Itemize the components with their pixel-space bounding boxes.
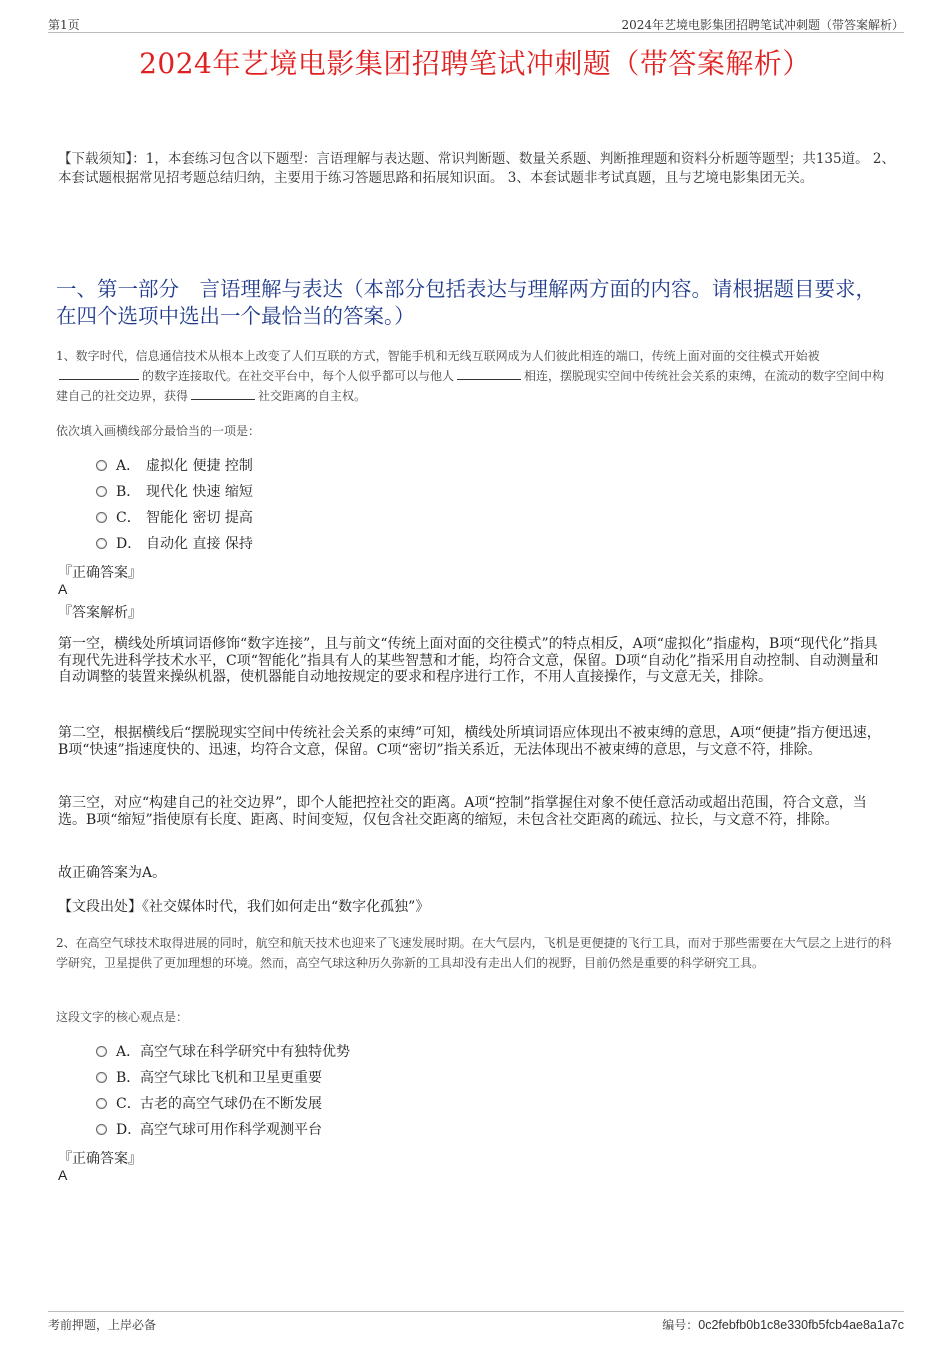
question-1-source: 【文段出处】《社交媒体时代，我们如何走出“数字化孤独”》 xyxy=(58,899,430,915)
question-1-option-a[interactable] xyxy=(96,452,253,478)
question-1-option-c[interactable] xyxy=(96,504,253,530)
explanation-conclusion: 故正确答案为A。 xyxy=(58,865,167,881)
question-2-prompt: 这段文字的核心观点是： xyxy=(56,1010,189,1024)
question-2-option-c[interactable] xyxy=(96,1090,350,1116)
option-text: 高空气球可用作科学观测平台 xyxy=(140,1122,322,1138)
question-1-text-part1: 1、数字时代，信息通信技术从根本上改变了人们互联的方式，智能手机和无线互联网成为人们彼此相连的端口，传统上面对面的交往模式开始被 xyxy=(56,349,820,363)
option-text: 古老的高空气球仍在不断发展 xyxy=(140,1096,322,1112)
radio-icon[interactable] xyxy=(96,512,107,523)
option-text: 现代化 快速 缩短 xyxy=(146,484,253,500)
question-1-prompt: 依次填入画横线部分最恰当的一项是： xyxy=(56,424,261,438)
question-2-option-b[interactable] xyxy=(96,1064,350,1090)
option-text: 虚拟化 便捷 控制 xyxy=(146,458,253,474)
question-2-option-d[interactable] xyxy=(96,1116,350,1142)
radio-icon[interactable] xyxy=(96,1072,107,1083)
page-number: 第1页 xyxy=(48,18,80,32)
document-id-code: 0c2febfb0b1c8e330fb5fcb4ae8a1a7c xyxy=(698,1318,904,1332)
question-1-text-part3: 相连，摆脱现实空间中传统社会关系的束缚，在流动的数字空间中构建自己的社交边界，获得 xyxy=(56,369,885,403)
option-letter: A． xyxy=(116,1044,141,1060)
question-2-answer: A xyxy=(58,1167,68,1183)
question-2-answer-label: 『正确答案』 xyxy=(58,1151,142,1167)
question-1-answer-label: 『正确答案』 xyxy=(58,565,142,581)
download-notice: 【下载须知】：1，本套练习包含以下题型：言语理解与表达题、常识判断题、数量关系题、判断推理题和资料分析题等题型；共135道。 2、本套试题根据常见招考题总结归纳，主要用于练习答题思路和拓展知识面。 3、本套试题非考试真题，且与艺境电影集团无关。 xyxy=(58,151,895,186)
option-letter: D． xyxy=(116,536,142,552)
explanation-paragraph-1: 第一空，横线处所填词语修饰“数字连接”，且与前文“传统上面对面的交往模式”的特点相反，A项“虚拟化”指虚构，B项“现代化”指具有现代先进科学技术水平，C项“智能化”指具有人的某些智慧和才能，均符合文意，保留。D项“自动化”指采用自动控制、自动测量和自动调整的装置来操纵机器，使机器能自动地按规定的要求和程序进行工作，不用人直接操作，与文意无关，排除。 xyxy=(58,636,879,685)
option-letter: D． xyxy=(116,1122,142,1138)
option-text: 智能化 密切 提高 xyxy=(146,510,253,526)
question-2-option-a[interactable] xyxy=(96,1038,350,1064)
radio-icon[interactable] xyxy=(96,460,107,471)
radio-icon[interactable] xyxy=(96,1046,107,1057)
question-1-text-part4: 社交距离的自主权。 xyxy=(258,389,367,403)
question-1-text-part2: 的数字连接取代。在社交平台中，每个人似乎都可以与他人 xyxy=(142,369,455,383)
radio-icon[interactable] xyxy=(96,1124,107,1135)
fill-blank-2 xyxy=(457,366,521,380)
option-letter: C． xyxy=(116,1096,141,1112)
question-1-option-b[interactable] xyxy=(96,478,253,504)
radio-icon[interactable] xyxy=(96,538,107,549)
explanation-paragraph-2: 第二空，根据横线后“摆脱现实空间中传统社会关系的束缚”可知，横线处所填词语应体现出不被束缚的意思，A项“便捷”指方便迅速，B项“快速”指速度快的、迅速，均符合文意，保留。C项“密切”指关系近，无法体现出不被束缚的意思，与文意不符，排除。 xyxy=(58,725,881,758)
document-title: 2024年艺境电影集团招聘笔试冲刺题（带答案解析） xyxy=(139,47,811,80)
radio-icon[interactable] xyxy=(96,1098,107,1109)
option-text: 高空气球比飞机和卫星更重要 xyxy=(140,1070,322,1086)
header-doc-title: 2024年艺境电影集团招聘笔试冲刺题（带答案解析） xyxy=(621,18,904,32)
fill-blank-3 xyxy=(191,386,255,400)
question-1-option-d[interactable] xyxy=(96,530,253,556)
page-footer xyxy=(48,1311,904,1332)
option-text: 自动化 直接 保持 xyxy=(146,536,253,552)
document-id xyxy=(662,1316,904,1333)
document-id-label: 编号： xyxy=(662,1318,699,1332)
option-letter: B． xyxy=(116,484,141,500)
option-letter: A． xyxy=(116,458,141,474)
radio-icon[interactable] xyxy=(96,486,107,497)
question-1-stem xyxy=(56,346,896,406)
option-letter: B． xyxy=(116,1070,141,1086)
question-1-answer: A xyxy=(58,581,68,597)
explanation-paragraph-3: 第三空，对应“构建自己的社交边界”，即个人能把控社交的距离。A项“控制”指掌握住对象不使任意活动或超出范围，符合文意，当选。B项“缩短”指使原有长度、距离、时间变短，仅包含社交距离的缩短，未包含社交距离的疏远、拉长，与文意不符，排除。 xyxy=(58,795,867,828)
question-2-stem: 2、在高空气球技术取得进展的同时，航空和航天技术也迎来了飞速发展时期。在大气层内，飞机是更便捷的飞行工具，而对于那些需要在大气层之上进行的科学研究，卫星提供了更加理想的环境。然而，高空气球这种历久弥新的工具却没有走出人们的视野，目前仍然是重要的科学研究工具。 xyxy=(56,936,892,970)
question-2-options xyxy=(96,1038,350,1142)
question-1-analysis-label: 『答案解析』 xyxy=(58,605,142,621)
section-heading: 一、第一部分 言语理解与表达（本部分包括表达与理解两方面的内容。请根据题目要求，在四个选项中选出一个最恰当的答案。） xyxy=(56,277,876,328)
question-1-options xyxy=(96,452,253,556)
fill-blank-1 xyxy=(59,366,139,380)
option-text: 高空气球在科学研究中有独特优势 xyxy=(140,1044,350,1060)
footer-slogan: 考前押题，上岸必备 xyxy=(48,1318,157,1332)
page-header xyxy=(48,14,904,33)
option-letter: C． xyxy=(116,510,141,526)
